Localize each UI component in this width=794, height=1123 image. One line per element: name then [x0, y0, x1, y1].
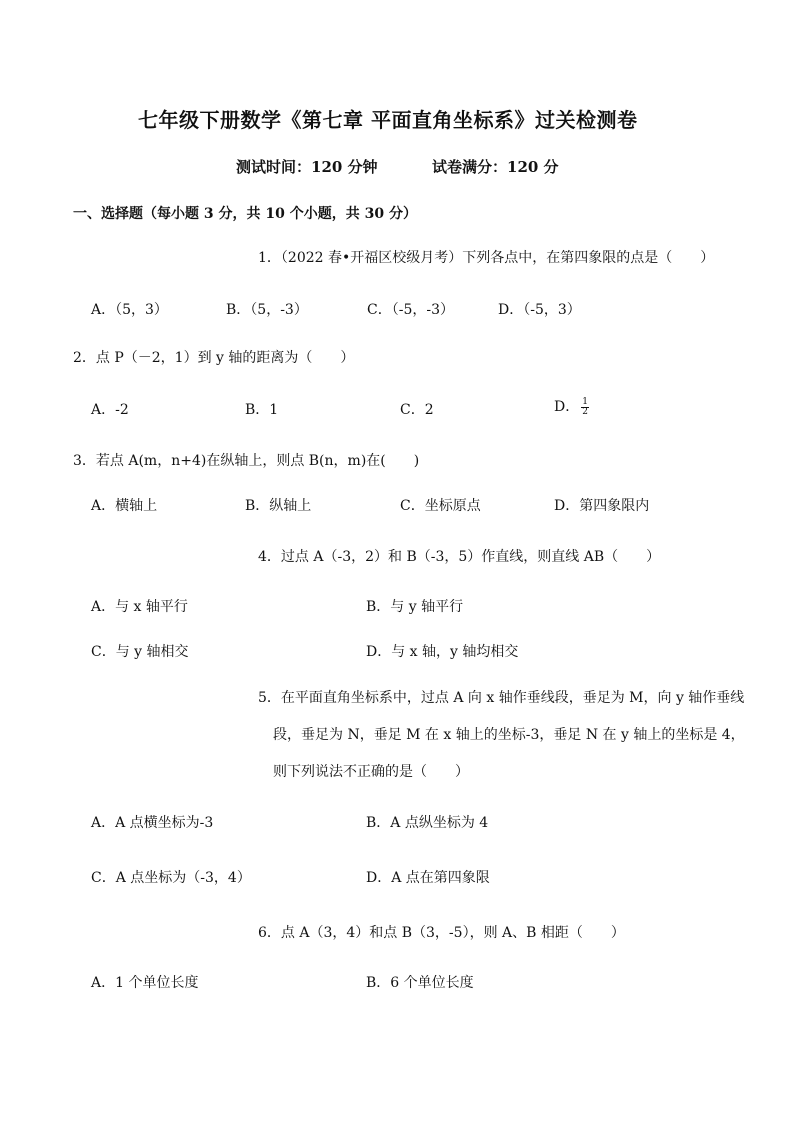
question-stem-line-1: 5．在平面直角坐标系中，过点 A 向 x 轴作垂线段，垂足为 M，向 y 轴作垂线 — [258, 690, 745, 706]
option-c: C．与 y 轴相交 — [91, 644, 189, 660]
question-stem: 3．若点 A(m，n+4)在纵轴上，则点 B(n，m)在( ) — [73, 453, 420, 469]
option-a: A．（5，3） — [91, 302, 168, 318]
question-stem: 6．点 A（3，4）和点 B（3，-5），则 A、B 相距（ ） — [258, 925, 625, 941]
option-a: A．与 x 轴平行 — [91, 599, 188, 615]
option-a: A．-2 — [91, 402, 129, 418]
option-a: A．A 点横坐标为-3 — [91, 815, 214, 831]
exam-time: 测试时间：120 分钟 — [236, 158, 378, 176]
option-c: C．2 — [400, 402, 434, 418]
option-b: B．（5，-3） — [226, 302, 308, 318]
option-c: C．A 点坐标为（-3，4） — [91, 870, 251, 886]
fraction — [581, 398, 589, 417]
exam-score: 试卷满分：120 分 — [432, 158, 559, 176]
section-heading: 一、选择题（每小题 3 分，共 10 个小题，共 30 分） — [73, 206, 417, 222]
option-d — [554, 396, 589, 417]
option-b: B．纵轴上 — [245, 498, 312, 514]
exam-title: 七年级下册数学《第七章 平面直角坐标系》过关检测卷 — [138, 108, 638, 132]
option-b: B．A 点纵坐标为 4 — [366, 815, 489, 831]
question-stem: 4．过点 A（-3，2）和 B（-3，5）作直线，则直线 AB（ ） — [258, 549, 661, 565]
option-d-prefix: D． — [554, 399, 580, 415]
option-b: B．1 — [245, 402, 279, 418]
option-d: D．A 点在第四象限 — [366, 870, 490, 886]
question-stem: 2．点 P（－2，1）到 y 轴的距离为（ ） — [73, 350, 355, 366]
option-b: B．与 y 轴平行 — [366, 599, 464, 615]
fraction-numerator: 1 — [582, 396, 588, 407]
question-stem: 1．（2022 春•开福区校级月考）下列各点中，在第四象限的点是（ ） — [258, 250, 715, 266]
option-d: D．第四象限内 — [554, 498, 650, 514]
option-d: D．与 x 轴，y 轴均相交 — [366, 644, 519, 660]
question-stem-line-2: 段，垂足为 N，垂足 M 在 x 轴上的坐标-3，垂足 N 在 y 轴上的坐标是 4， — [273, 727, 745, 743]
option-c: C．（-5，-3） — [367, 302, 454, 318]
fraction-denominator: 2 — [582, 406, 588, 417]
option-b: B．6 个单位长度 — [366, 975, 474, 991]
option-d: D．（-5，3） — [498, 302, 581, 318]
question-stem-line-3: 则下列说法不正确的是（ ） — [273, 764, 469, 780]
option-c: C．坐标原点 — [400, 498, 481, 514]
option-a: A．横轴上 — [91, 498, 158, 514]
option-a: A．1 个单位长度 — [91, 975, 199, 991]
